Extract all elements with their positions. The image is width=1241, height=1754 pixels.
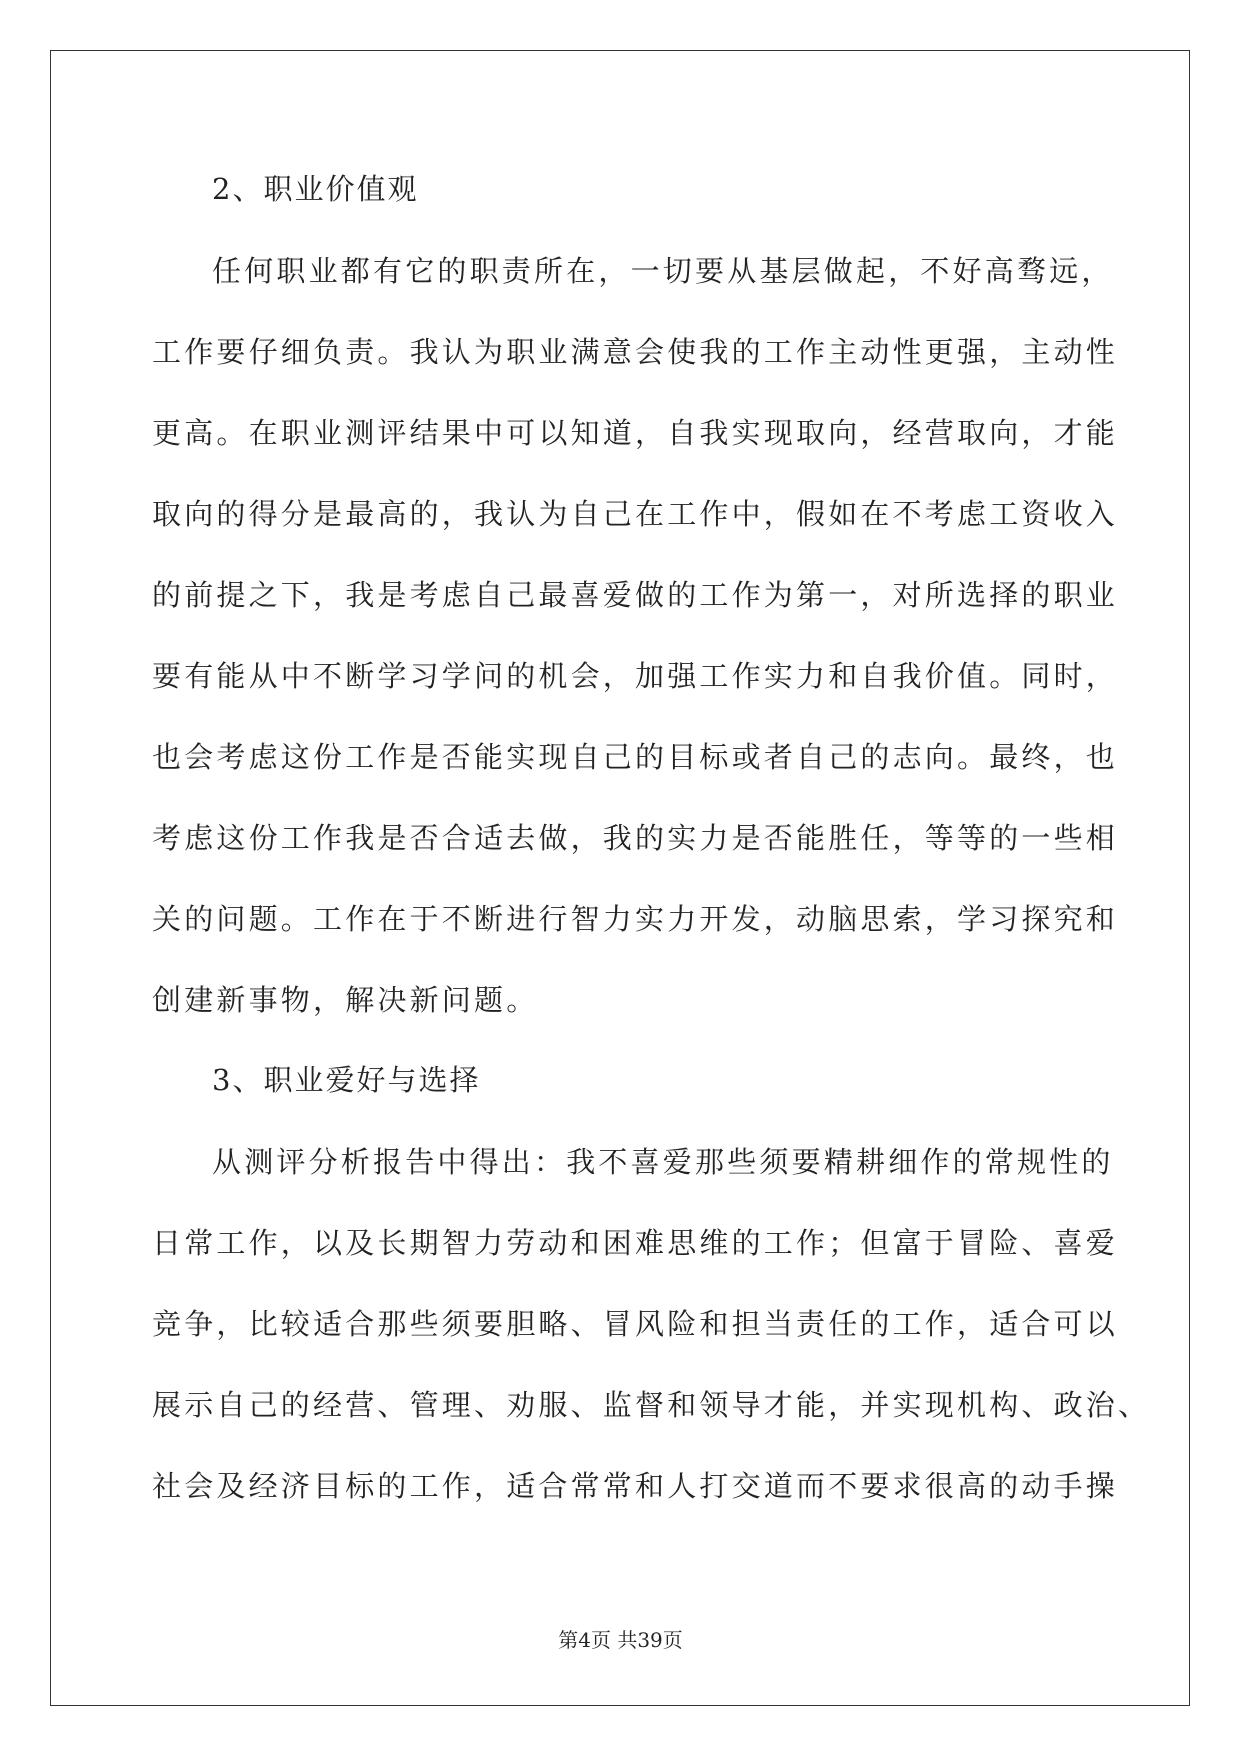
paragraph [152, 250, 1119, 1021]
text-line: 也会考虑这份工作是否能实现自己的目标或者自己的志向。最终，也 [152, 740, 1119, 774]
text-line: 展示自己的经营、管理、劝服、监督和领导才能，并实现机构、政治、 [152, 1388, 1151, 1422]
text-line: 任何职业都有它的职责所在，一切要从基层做起，不好高骛远， [212, 254, 1114, 288]
text-line: 关的问题。工作在于不断进行智力实力开发，动脑思索，学习探究和 [152, 902, 1119, 936]
text-line: 创建新事物，解决新问题。 [152, 983, 539, 1017]
text-line: 社会及经济目标的工作，适合常常和人打交道而不要求很高的动手操 [152, 1469, 1119, 1503]
text-line: 考虑这份工作我是否合适去做，我的实力是否能胜任，等等的一些相 [152, 821, 1119, 855]
section-heading: 3、职业爱好与选择 [212, 1063, 481, 1097]
text-line: 取向的得分是最高的，我认为自己在工作中，假如在不考虑工资收入 [152, 497, 1119, 531]
text-line: 日常工作，以及长期智力劳动和困难思维的工作；但富于冒险、喜爱 [152, 1226, 1119, 1260]
text-line: 从测评分析报告中得出：我不喜爱那些须要精耕细作的常规性的 [212, 1145, 1114, 1179]
text-line: 的前提之下，我是考虑自己最喜爱做的工作为第一，对所选择的职业 [152, 578, 1119, 612]
page-number-footer: 第4页 共39页 [558, 1628, 683, 1652]
paragraph [152, 1141, 1151, 1507]
section-heading: 2、职业价值观 [212, 172, 419, 206]
text-line: 要有能从中不断学习学问的机会，加强工作实力和自我价值。同时， [152, 659, 1119, 693]
text-line: 更高。在职业测评结果中可以知道，自我实现取向，经营取向，才能 [152, 416, 1119, 450]
document-body [152, 168, 1151, 1545]
section-career-values [152, 168, 1119, 1021]
text-line: 工作要仔细负责。我认为职业满意会使我的工作主动性更强，主动性 [152, 335, 1119, 369]
text-line: 竞争，比较适合那些须要胆略、冒风险和担当责任的工作，适合可以 [152, 1307, 1119, 1341]
section-career-interests [152, 1059, 1151, 1507]
